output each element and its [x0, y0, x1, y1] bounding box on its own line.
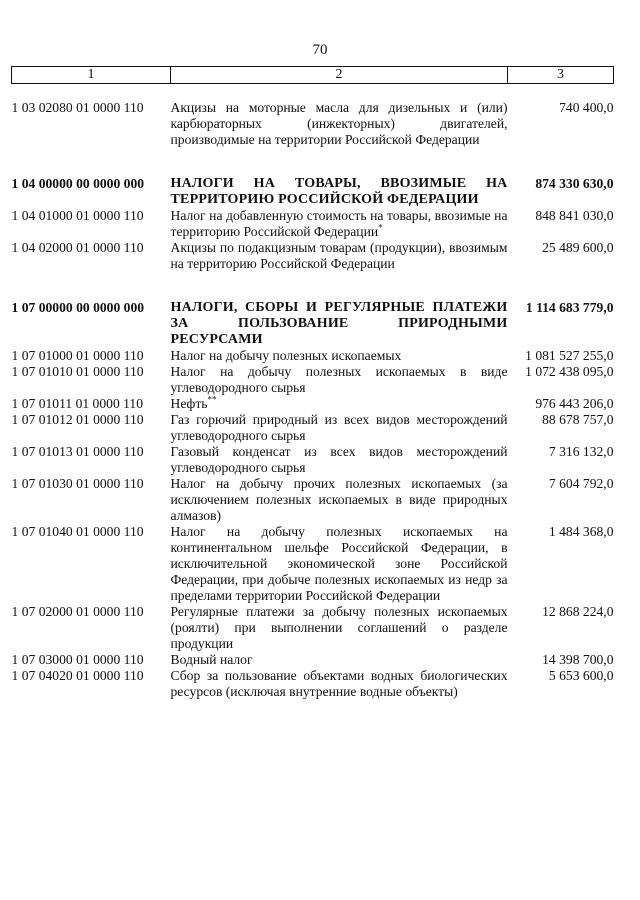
table-row: [12, 348, 614, 364]
table-row: [12, 476, 614, 524]
item-name: Сбор за пользование объектами водных биологических ресурсов (исключая внутренние водные объекты): [170, 668, 508, 699]
amount: 740 400,0: [559, 100, 614, 115]
budget-code: 1 07 01013 01 0000 110: [11, 444, 144, 459]
item-name: Налог на добычу полезных ископаемых в виде углеводородного сырья: [170, 364, 508, 395]
item-name: Газовый конденсат из всех видов месторождений углеводородного сырья: [170, 444, 508, 475]
table-row: [12, 396, 614, 412]
amount: 976 443 206,0: [535, 396, 614, 411]
table-row: [12, 652, 614, 668]
budget-code: 1 07 02000 01 0000 110: [11, 604, 144, 619]
section-name: НАЛОГИ НА ТОВАРЫ, ВВОЗИМЫЕ НА ТЕРРИТОРИЮ РОССИЙСКОЙ ФЕДЕРАЦИИ: [170, 176, 508, 207]
amount: 1 072 438 095,0: [525, 364, 614, 379]
footnote-mark: *: [378, 222, 383, 233]
budget-code: 1 03 02080 01 0000 110: [11, 100, 144, 115]
budget-code: 1 07 00000 00 0000 000: [11, 300, 145, 315]
item-name: Регулярные платежи за добычу полезных ископаемых (роялти) при выполнении соглашений о разделе продукции: [170, 604, 508, 651]
table-header-row: [12, 67, 614, 84]
table-row-section: [12, 300, 614, 348]
table-row-section: [12, 176, 614, 208]
table-row: [12, 240, 614, 272]
table-row: [12, 208, 614, 240]
budget-code: 1 07 01010 01 0000 110: [11, 364, 144, 379]
table-row: [12, 412, 614, 444]
amount: 14 398 700,0: [542, 652, 614, 667]
header-col-3: 3: [508, 67, 614, 84]
item-name: Налог на добычу полезных ископаемых на континентальном шельфе Российской Федерации, в исключительной экономической зоне Российской Федерации, при добыче полезных ископаемых из недр за пределами территории Российской Федерации: [170, 524, 508, 603]
item-name: Налог на добычу полезных ископаемых: [170, 348, 402, 363]
footnote-mark: **: [207, 394, 217, 405]
item-name: Акцизы по подакцизным товарам (продукции), ввозимым на территорию Российской Федерации: [170, 240, 508, 271]
section-name: НАЛОГИ, СБОРЫ И РЕГУЛЯРНЫЕ ПЛАТЕЖИ ЗА ПОЛЬЗОВАНИЕ ПРИРОДНЫМИ РЕСУРСАМИ: [170, 300, 508, 347]
page-number: 70: [312, 42, 328, 58]
item-name: Водный налог: [170, 652, 253, 667]
amount: 1 114 683 779,0: [525, 300, 614, 315]
amount: 12 868 224,0: [542, 604, 614, 619]
item-name: Налог на добавленную стоимость на товары, ввозимые на территорию Российской Федерации*: [170, 208, 508, 239]
table-row: [12, 444, 614, 476]
budget-code: 1 04 00000 00 0000 000: [11, 176, 145, 191]
amount: 5 653 600,0: [548, 668, 614, 683]
amount: 25 489 600,0: [542, 240, 614, 255]
header-col-2: 2: [171, 67, 508, 84]
budget-code: 1 07 04020 01 0000 110: [11, 668, 144, 683]
table-row: [12, 524, 614, 604]
amount: 88 678 757,0: [542, 412, 614, 427]
budget-code: 1 04 01000 01 0000 110: [11, 208, 144, 223]
item-name: Газ горючий природный из всех видов месторождений углеводородного сырья: [170, 412, 508, 443]
table-body: [12, 84, 614, 701]
budget-revenue-table: [11, 66, 614, 700]
amount: 1 081 527 255,0: [525, 348, 614, 363]
budget-code: 1 07 01000 01 0000 110: [11, 348, 144, 363]
budget-code: 1 07 01011 01 0000 110: [11, 396, 144, 411]
header-col-1: 1: [12, 67, 171, 84]
table-row: [12, 364, 614, 396]
table-row: [12, 100, 614, 148]
item-name: Акцизы на моторные масла для дизельных и (или) карбюраторных (инжекторных) двигателей, производимые на территории Российской Федерации: [170, 100, 508, 147]
budget-code: 1 04 02000 01 0000 110: [11, 240, 144, 255]
item-name: Налог на добычу прочих полезных ископаемых (за исключением полезных ископаемых в виде природных алмазов): [170, 476, 508, 523]
amount: 1 484 368,0: [548, 524, 614, 539]
table-row: [12, 668, 614, 700]
amount: 7 316 132,0: [548, 444, 614, 459]
budget-code: 1 07 01040 01 0000 110: [11, 524, 144, 539]
amount: 848 841 030,0: [535, 208, 614, 223]
item-name: Нефть**: [170, 394, 217, 411]
budget-code: 1 07 01012 01 0000 110: [11, 412, 144, 427]
table-row: [12, 604, 614, 652]
amount: 874 330 630,0: [535, 176, 614, 191]
budget-code: 1 07 01030 01 0000 110: [11, 476, 144, 491]
budget-code: 1 07 03000 01 0000 110: [11, 652, 144, 667]
amount: 7 604 792,0: [548, 476, 614, 491]
